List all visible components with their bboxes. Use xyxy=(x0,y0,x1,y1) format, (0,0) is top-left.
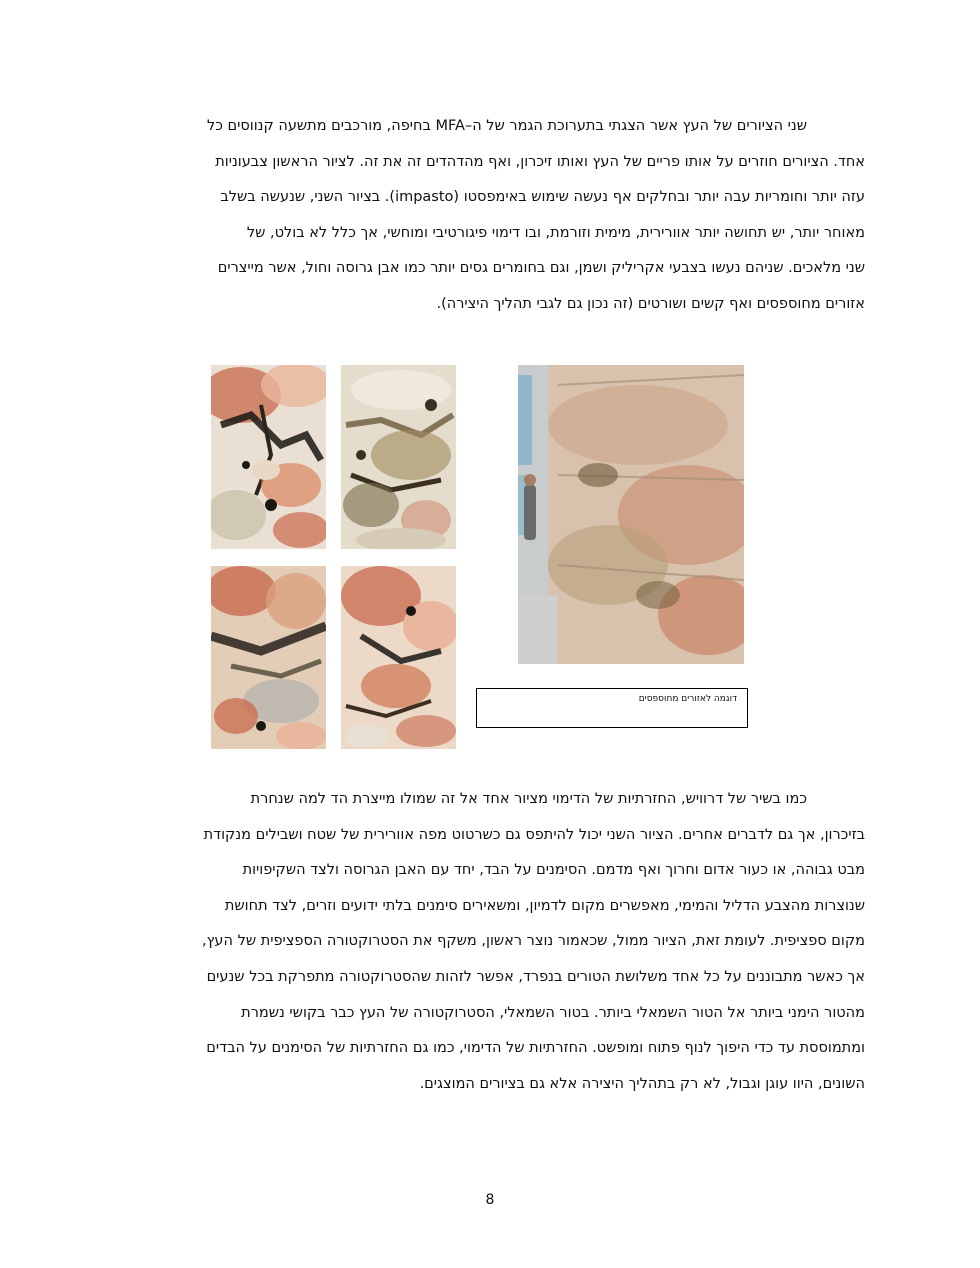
paragraph-line: מהטור הימני ביותר אל הטור השמאלי ביותר. בטור השמאלי, הסטרוקטורה של העץ כבר בקושי נשמרת xyxy=(241,1004,865,1021)
paragraph-line: עזה יותר וחומריות עבה יותר ובחלקים אף נעשה שימוש באימפסטו (impasto). בציור השני, שנעשה בשלב xyxy=(220,189,865,206)
painting-detail-image xyxy=(211,566,326,749)
paragraph-line: כמו בשיר של דרוויש, החזרתיות של הדימוי מציור אחד אל זה שמולו מייצרת הד למה שנחרת xyxy=(250,791,807,807)
paragraph-line: שנוצרות מהצבע הדליל והמימי, מאפשרים מקום לדמיון, ומשאירים סימנים בלתי ידועים וזרים, לצד תחושת xyxy=(224,897,865,914)
painting-detail-image xyxy=(211,365,326,549)
paragraph-line: מאוחר יותר, יש תחושה יותר אוורירית, מימית וזורמת, ובו דימוי פיגורטיבי ומוחשי, אך כלל לא בולט, של xyxy=(246,224,865,241)
page-number: 8 xyxy=(485,1192,495,1208)
paragraph-1 xyxy=(120,109,865,323)
paragraph-line: מבט גבוהה, או כעור אדום וחרוך ואף מדמם. הסימנים על הבד, יחד עם האבן הגרוסה ולצד השקיפויות xyxy=(242,862,865,879)
paragraph-line: אזורים מחוספסים ואף קשים ושורטים (זה נכון גם לגבי תהליך היצירה). xyxy=(436,295,865,312)
exhibition-wall-photo xyxy=(518,365,744,664)
paragraph-line: שני מלאכים. שניהם נעשו בצבעי אקריליק ושמן, וגם בחומרים גסים יותר כמו אבן גרוסה וחול, אשר מייצרים xyxy=(217,260,865,277)
figure-caption xyxy=(476,688,748,728)
paragraph-line: שני הציורים של העץ אשר הצגתי בתערוכת הגמר של ה–MFA בחיפה, מורכבים מתשעה קנווסים כל xyxy=(206,118,807,134)
caption-text: דוגמה לאזורים מחוספסים xyxy=(638,694,737,704)
paragraph-line: בזיכרון, אך גם לדברים אחרים. הציור השני יכול להיתפס גם כשרטוט מפה אוורירית של שטח ושבילים מנקודת xyxy=(203,826,865,843)
painting-detail-image xyxy=(341,566,456,749)
painting-detail-image xyxy=(341,365,456,549)
paragraph-line: מקום ספציפית. לעומת זאת, הציור ממול, שכאמור נוצר ראשון, משקף את הסטרוקטורה הספציפית של העץ, xyxy=(202,933,865,950)
paragraph-line: ומתמוססת עד כדי היפוך לנוף פתוח ומופשט. החזרתיות של הדימוי, כמו גם החזרתיות של הסימנים על הבדים xyxy=(206,1040,865,1057)
paragraph-line: השונים, היוו עוגן וגבול, לא רק בתהליך היצירה אלא גם בציורים המוצגים. xyxy=(419,1075,865,1092)
paragraph-line: אחד. הציורים חוזרים על אותו פריים של העץ ואותו זיכרון, ואף מהדהדים זה את זה. לציור הראשון צבעוניות xyxy=(215,153,865,170)
paragraph-2 xyxy=(120,782,865,1102)
paragraph-line: אך כאשר מתבוננים על כל אחד משלושת הטורים בנפרד, אפשר לזהות שהסטרוקטורה מתפרקת בכל שנעים xyxy=(206,968,865,985)
